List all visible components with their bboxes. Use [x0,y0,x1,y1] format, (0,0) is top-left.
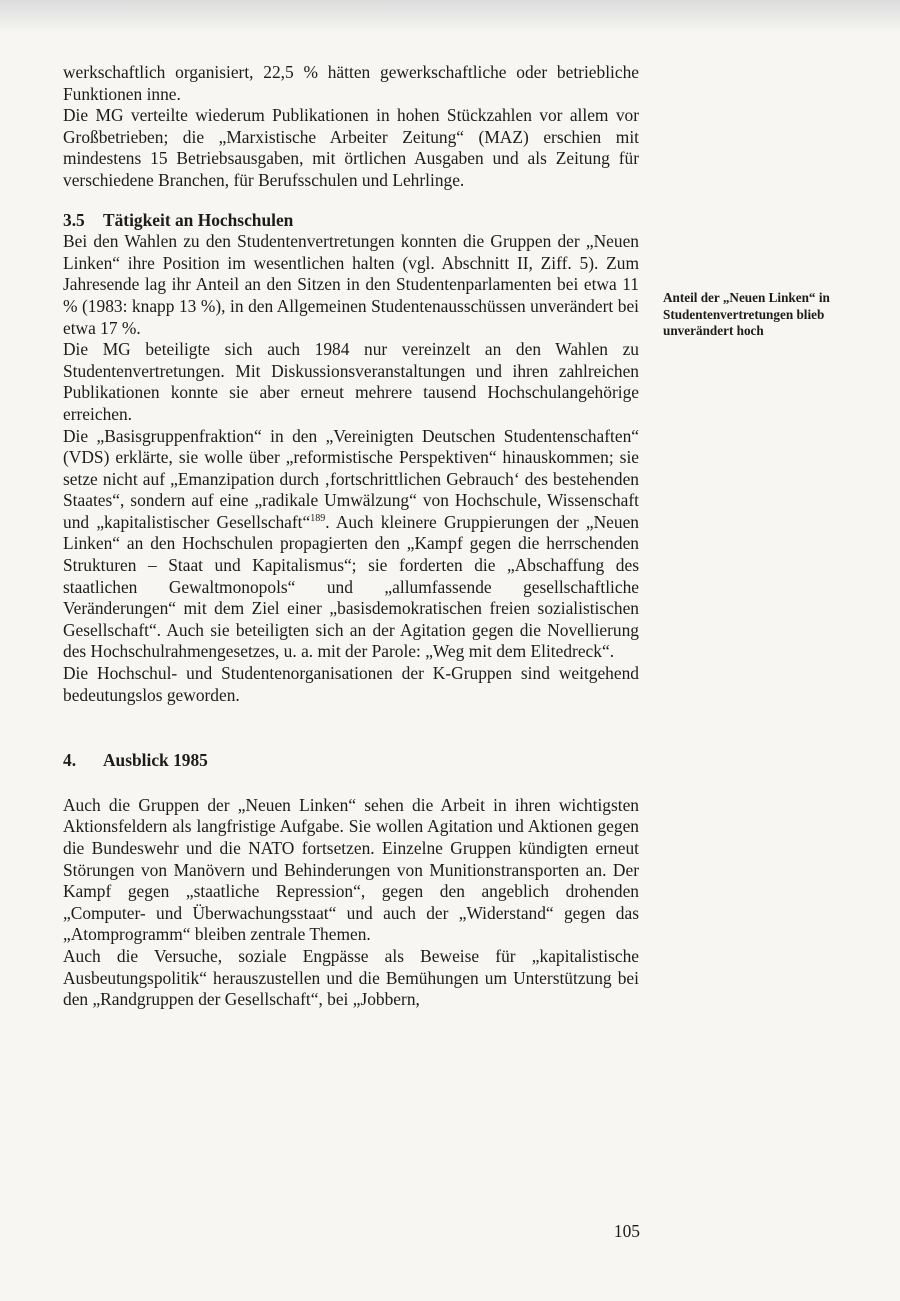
intro-paragraph-1: werkschaftlich organisiert, 22,5 % hätten gewerkschaftliche oder betriebliche Funktionen inne. [63,62,639,104]
main-text-column [63,62,639,1011]
section-4-paragraph-2: Auch die Versuche, soziale Engpässe als Beweise für „kapitalistische Ausbeutungspolitik“ herauszustellen und die Bemühungen um Unterstützung bei den „Randgruppen der Gesellschaft“, bei „Jobbern, [63,945,639,1010]
paragraph-text: Die „Basisgruppenfraktion“ in den „Vereinigten Deutschen Studentenschaften“ (VDS) erklärte, sie wolle über „reformistische Perspektiven“ hinauskommen; sie setze nicht auf „Emanzipation durch ‚fortschrittlichen Gebrauch‘ des bestehenden Staates“, sondern auf eine „radikale Umwälzung“ von Hochschule, Wissenschaft und „kapitalistischer Gesellschaft“ [63,425,639,532]
section-3-5-paragraph-4: Die Hochschul- und Studentenorganisationen der K-Gruppen sind weitgehend bedeutungslos geworden. [63,663,639,705]
section-4-paragraph-1: Auch die Gruppen der „Neuen Linken“ sehen die Arbeit in ihren wichtigsten Aktionsfeldern als langfristige Aufgabe. Sie wollen Agitation und Aktionen gegen die Bundeswehr und die NATO fortsetzen. Einzelne Gruppen kündigten erneut Störungen von Manövern und Behinderungen von Munitionstransporten an. Der Kampf gegen „staatliche Repression“, gegen den angeblich drohenden „Computer- und Überwachungsstaat“ und auch der „Widerstand“ gegen das „Atomprogramm“ bleiben zentrale Themen. [63,794,639,945]
section-3-5-paragraph-3 [63,426,639,664]
section-title: Tätigkeit an Hochschulen [103,209,294,230]
page-number: 105 [613,1221,640,1241]
section-3-5-paragraph-1: Bei den Wahlen zu den Studentenvertretungen konnten die Gruppen der „Neuen Linken“ ihre Position im wesentlichen halten (vgl. Abschnitt II, Ziff. 5). Zum Jahresende lag ihr Anteil an den Sitzen in den Studentenparlamenten bei etwa 11 % (1983: knapp 13 %), in den Allgemeinen Studentenausschüssen unverändert bei etwa 17 %. [63,231,639,338]
intro-paragraph-2: Die MG verteilte wiederum Publikationen in hohen Stückzahlen vor allem vor Großbetrieben; die „Marxistische Arbeiter Zeitung“ (MAZ) erschien mit mindestens 15 Betriebsausgaben, mit örtlichen Ausgaben und als Zeitung für verschiedene Branchen, für Berufsschulen und Lehrlinge. [63,105,639,190]
section-title: Ausblick 1985 [103,750,208,771]
scan-edge [0,0,900,34]
footnote-ref: 189 [310,512,326,524]
section-heading-4 [63,750,639,772]
section-3-5-paragraph-2: Die MG beteiligte sich auch 1984 nur vereinzelt an den Wahlen zu Studentenvertretungen. Mit Diskussionsveranstaltungen und ihren zahlreichen Publikationen konnte sie aber erneut mehrere tausend Hochschulangehörige erreichen. [63,339,639,424]
section-number: 4. [63,750,77,771]
section-number: 3.5 [63,209,85,230]
margin-note: Anteil der „Neuen Linken“ in Studentenvertretungen blieb unverändert hoch [663,290,830,339]
section-heading-3-5 [63,210,639,232]
paragraph-text: . Auch kleinere Gruppierungen der „Neuen Linken“ an den Hochschulen propagierten den „Kampf gegen die herrschenden Strukturen – Staat und Kapitalismus“; sie forderten die „Abschaffung des staatlichen Gewaltmonopols“ und „allumfassende gesellschaftliche Veränderungen“ mit dem Ziel einer „basisdemokratischen freien sozialistischen Gesellschaft“. Auch sie beteiligten sich an der Agitation gegen die Novellierung des Hochschulrahmengesetzes, u. a. mit der Parole: „Weg mit dem Elitedreck“. [63,511,640,662]
